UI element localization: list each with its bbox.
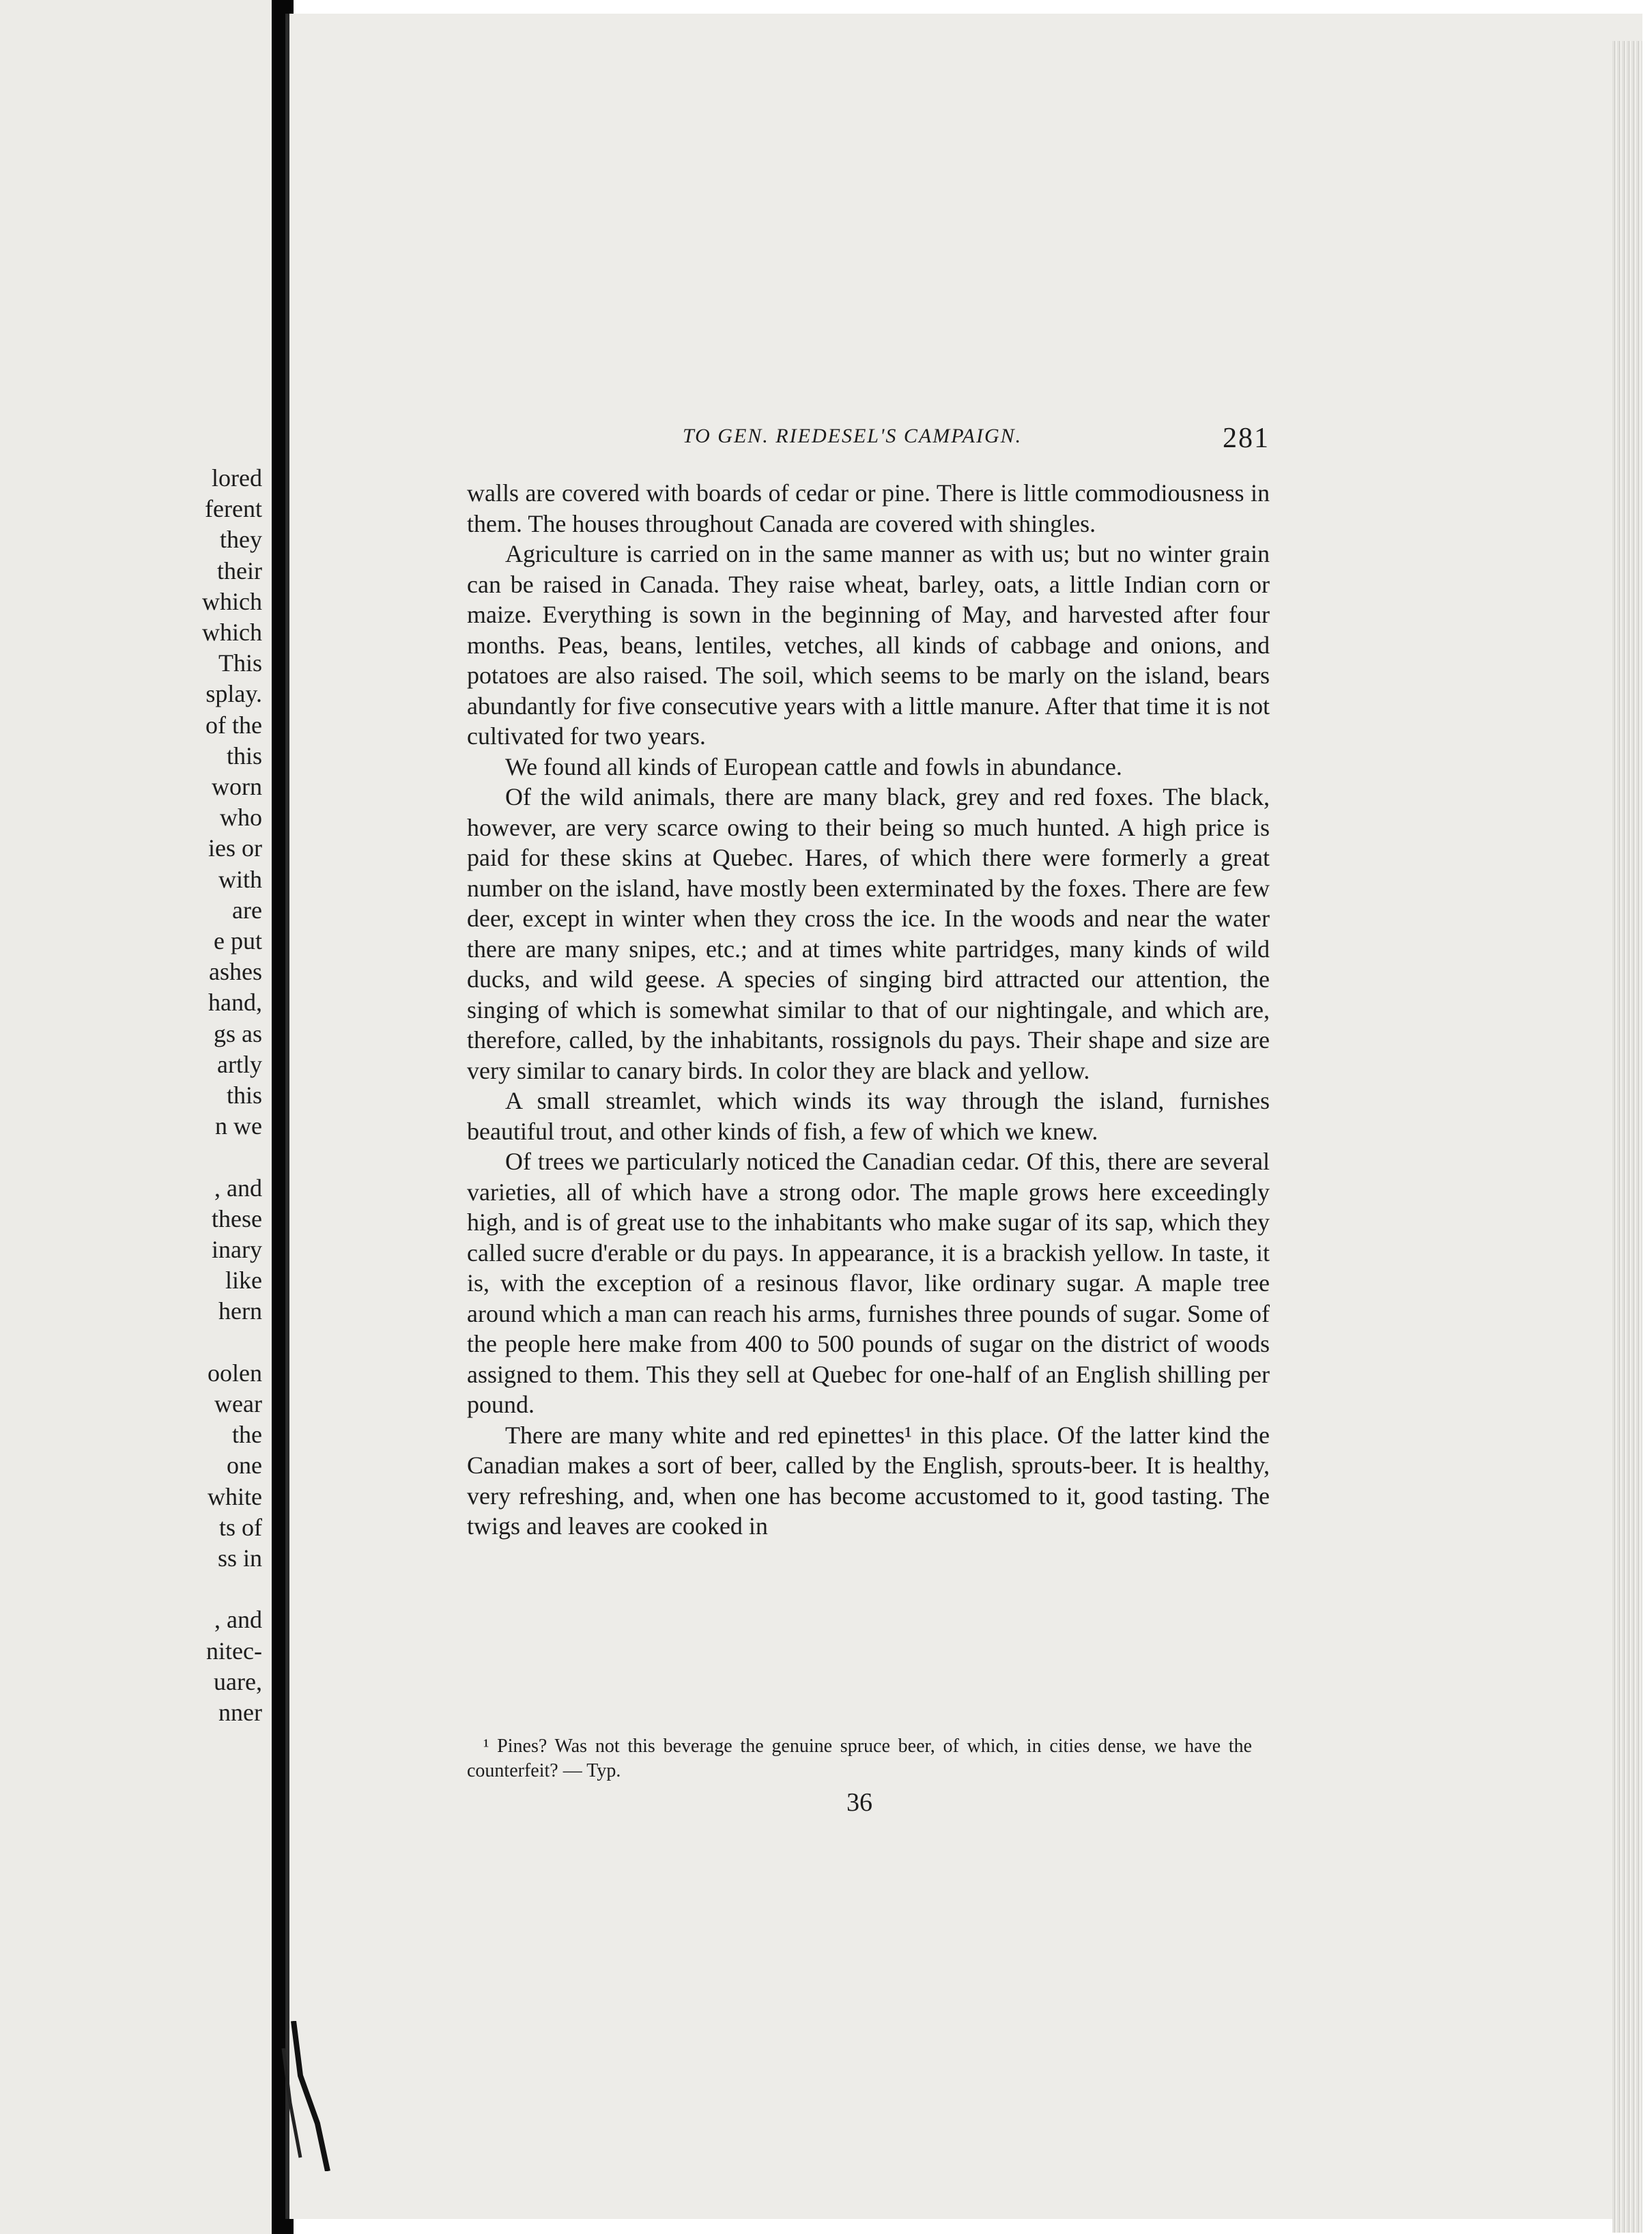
left-fragment-line: which xyxy=(202,619,262,647)
left-fragment-line: , and xyxy=(214,1174,262,1202)
left-fragment-line: these xyxy=(212,1204,262,1232)
left-fragment-line: uare, xyxy=(214,1667,262,1695)
paragraph: Agriculture is carried on in the same manner as with us; but no winter grain can be raised in Canada. They raise wheat, barley, oats, a little Indian corn or maize. Everything is sown in the beginning of May, and harvested after four months. Peas, beans, lentiles, vetches, all kinds of cabbage and onions, and potatoes are also raised. The soil, which seems to be marly on the island, bears abundantly for five consecutive years with a little manure. After that time it is not cultivated for two years. xyxy=(467,540,1270,750)
left-fragment-line: one xyxy=(227,1452,262,1480)
left-fragment-line: This xyxy=(218,649,262,677)
left-fragment-line: hand, xyxy=(208,989,262,1017)
left-fragment-line: oolen xyxy=(208,1359,262,1387)
left-fragment-gap xyxy=(202,1142,262,1172)
left-fragment-line: they xyxy=(220,526,262,554)
left-fragment-line: ashes xyxy=(209,958,262,986)
left-fragment-line: ies or xyxy=(208,834,262,862)
left-page-edge xyxy=(0,0,272,2234)
left-fragment-line: gs as xyxy=(214,1019,262,1047)
left-fragment-line: artly xyxy=(217,1050,262,1078)
left-fragment-line: like xyxy=(225,1267,262,1295)
paragraph: Of the wild animals, there are many black, grey and red foxes. The black, however, are very scarce owing to their being so much hunted. A high price is paid for these skins at Quebec. Hares, of which there were formerly a great number on the island, have mostly been exterminated by the foxes. There are few deer, except in winter when they cross the ice. In the woods and near the water there are many snipes, etc.; and at times white partridges, many kinds of wild ducks, and wild geese. A species of singing bird attracted our attention, the singing of which is somewhat similar to that of our nightingale, and which are, therefore, called, by the inhabitants, rossignols du pays. Their shape and size are very similar to canary birds. In color they are black and yellow. xyxy=(467,783,1270,1084)
left-fragment-line: n we xyxy=(215,1112,262,1140)
paragraph: A small streamlet, which winds its way through the island, furnishes beautiful trout, and other kinds of fish, a few of which we knew. xyxy=(467,1087,1270,1145)
paragraph: Of trees we particularly noticed the Canadian cedar. Of this, there are several varieties, all of which have a strong odor. The maple grows here exceedingly high, and is of great use to the inhabitants who make sugar of its sap, which they called sucre d'erable or du pays. In appearance, it is a brackish yellow. In taste, it is, with the exception of a resinous flavor, like ordinary sugar. A maple tree around which a man can reach his arms, furnishes three pounds of sugar. Some of the people here make from 400 to 500 pounds of sugar on the district of woods assigned to them. This they sell at Quebec for one-half of an English shilling per pound. xyxy=(467,1148,1270,1418)
left-fragment-line: worn xyxy=(212,773,262,801)
left-fragment-line: the xyxy=(232,1421,262,1449)
page-number: 281 xyxy=(1223,423,1270,454)
left-fragment-line: inary xyxy=(212,1236,262,1264)
left-fragment-line: who xyxy=(220,804,262,832)
left-fragment-line: white xyxy=(208,1482,262,1510)
left-fragment-line: their xyxy=(217,556,262,584)
left-fragment-line: with xyxy=(218,865,262,893)
paragraph: walls are covered with boards of cedar or pine. There is little commodiousness in them. The houses throughout Canada are covered with shingles. xyxy=(467,479,1270,537)
signature-mark: 36 xyxy=(846,1788,872,1817)
left-fragment-line: this xyxy=(226,741,262,769)
left-fragment-line: ferent xyxy=(205,495,262,523)
left-fragment-line: wear xyxy=(214,1390,262,1418)
left-fragment-line: lored xyxy=(212,464,262,492)
page-header xyxy=(683,422,1270,463)
left-fragment-line: nitec- xyxy=(206,1637,262,1665)
left-fragment-line: e put xyxy=(214,927,262,955)
left-fragment-line: of the xyxy=(205,711,262,739)
running-head: TO GEN. RIEDESEL'S CAMPAIGN. xyxy=(683,425,1023,447)
body-text xyxy=(467,478,1270,1542)
left-fragment-line: , and xyxy=(214,1606,262,1634)
binding-scratch xyxy=(280,2021,341,2171)
footnote: ¹ Pines? Was not this beverage the genuine spruce beer, of which, in cities dense, we have the counterfeit? — Typ. xyxy=(467,1736,1252,1781)
paragraph: There are many white and red epinettes¹ in this place. Of the latter kind the Canadian makes a sort of beer, called by the English, sprouts-beer. It is healthy, very refreshing, and, when one has become accustomed to it, good tasting. The twigs and leaves are cooked in xyxy=(467,1421,1270,1540)
left-page-text-fragments xyxy=(202,463,262,1728)
left-fragment-line: splay. xyxy=(205,680,262,708)
left-fragment-gap xyxy=(202,1327,262,1358)
left-fragment-line: nner xyxy=(218,1699,262,1727)
left-fragment-line: hern xyxy=(218,1297,262,1325)
paragraph: We found all kinds of European cattle and fowls in abundance. xyxy=(505,752,1122,780)
left-fragment-gap xyxy=(202,1574,262,1604)
left-fragment-line: which xyxy=(202,587,262,615)
left-fragment-line: ss in xyxy=(217,1544,262,1572)
left-fragment-line: are xyxy=(232,896,262,924)
left-fragment-line: ts of xyxy=(219,1513,262,1541)
left-fragment-line: this xyxy=(226,1081,262,1109)
page-edges xyxy=(1612,41,1642,2233)
